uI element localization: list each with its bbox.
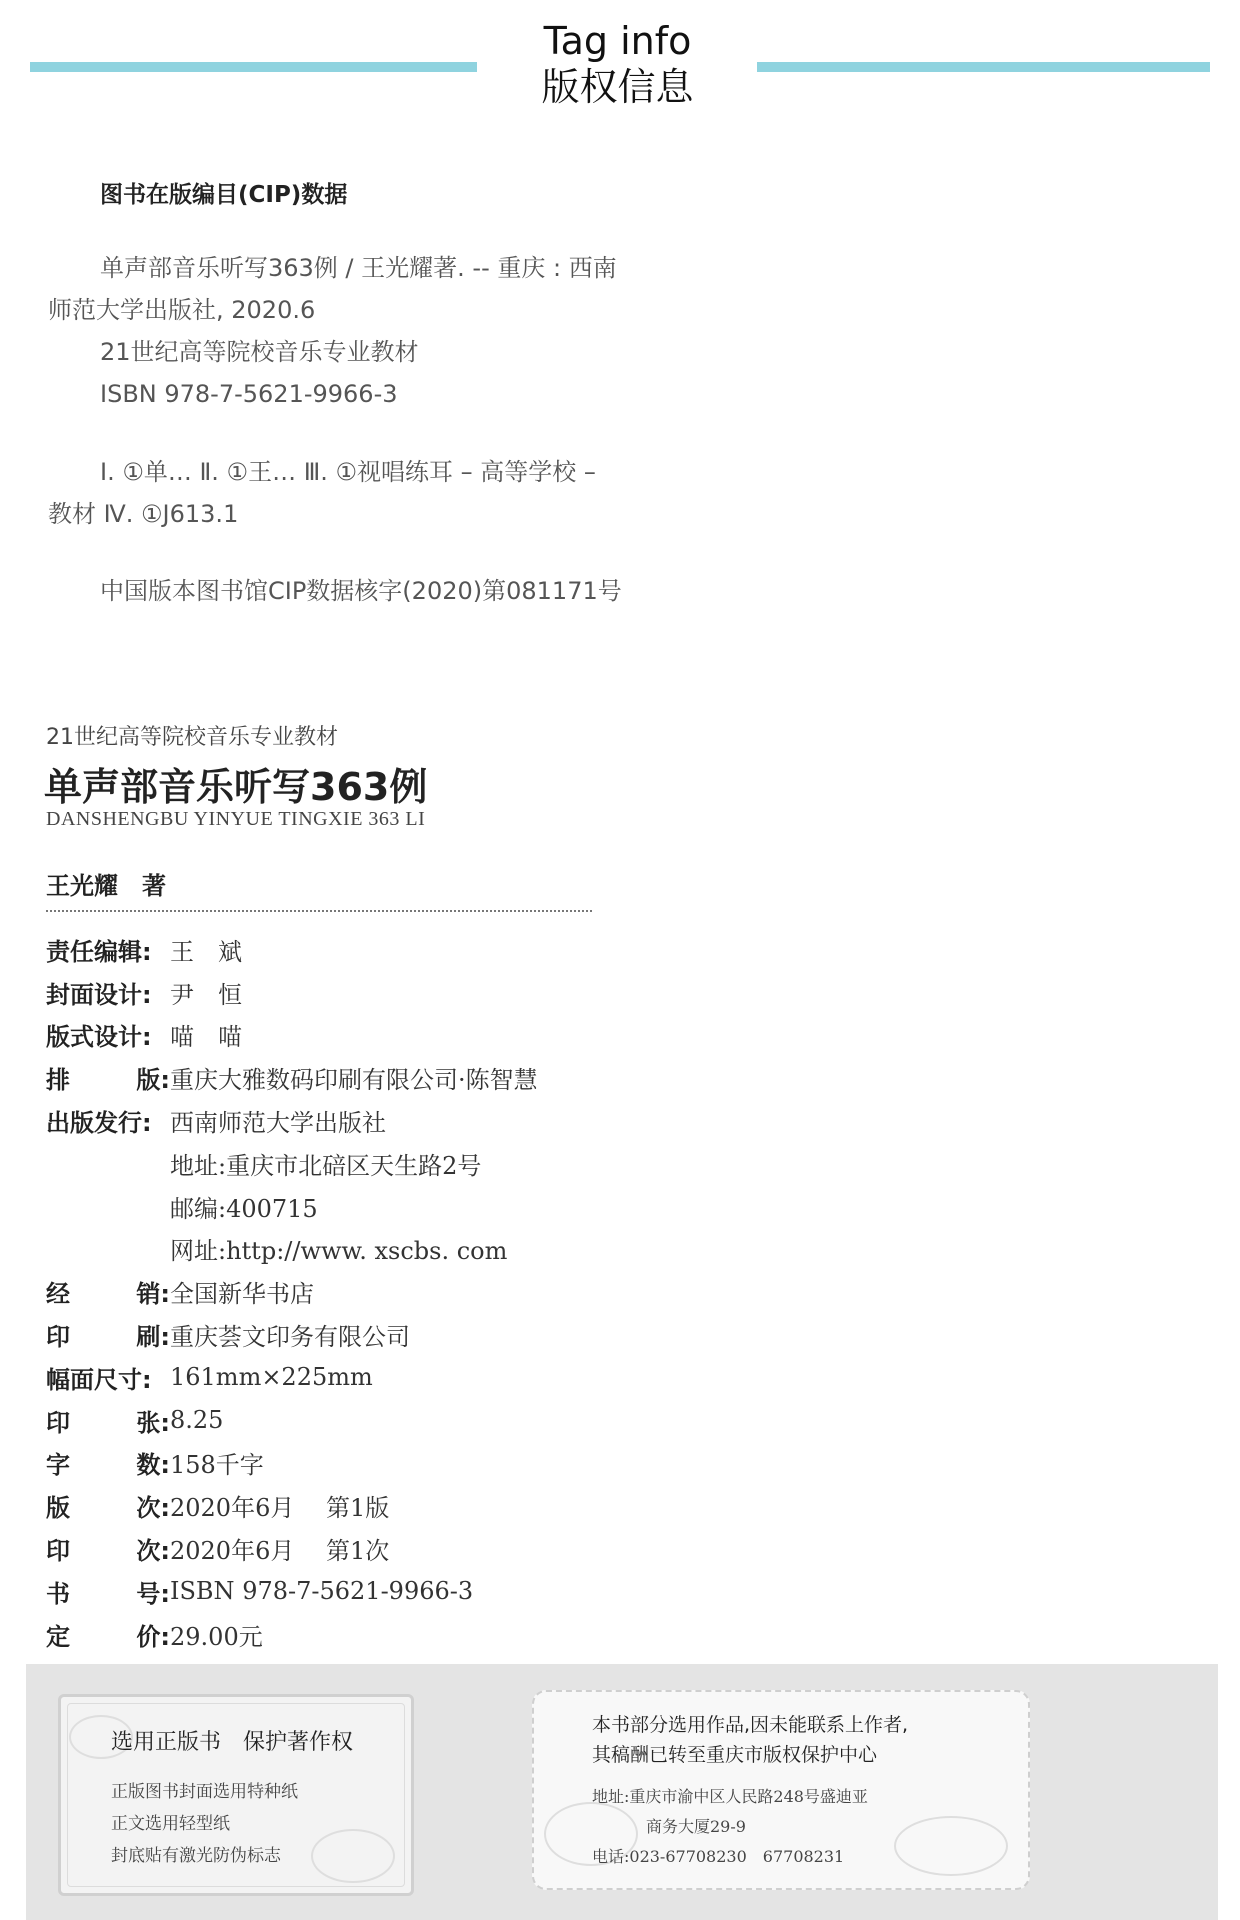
info-value: 王 斌: [170, 937, 242, 966]
info-value: ISBN 978-7-5621-9966-3: [170, 1577, 474, 1606]
info-label: 书 号:: [46, 1579, 170, 1608]
cip-line: ISBN 978-7-5621-9966-3: [100, 380, 398, 408]
info-value: 地址:重庆市北碚区天生路2号: [170, 1151, 482, 1180]
notice-right-address: 地址:重庆市渝中区人民路248号盛迪亚: [592, 1787, 868, 1806]
cip-line: 教材 Ⅳ. ①J613.1: [48, 500, 239, 528]
book-title-pinyin: DANSHENGBU YINYUE TINGXIE 363 LI: [46, 808, 426, 830]
info-row-distributor: [46, 1270, 746, 1313]
info-value: 161mm×225mm: [170, 1363, 373, 1392]
info-label: 印 次:: [46, 1537, 170, 1566]
notice-left-line: 封底贴有激光防伪标志: [111, 1846, 281, 1866]
cip-line: 单声部音乐听写363例 / 王光耀著. -- 重庆 : 西南: [100, 254, 617, 282]
info-value: 158千字: [170, 1451, 264, 1480]
header-divider-left: [30, 62, 477, 72]
info-row-publisher: [46, 1099, 746, 1142]
book-title: 单声部音乐听写363例: [44, 765, 428, 809]
info-row-cover: [46, 971, 746, 1014]
notice-right-address: 商务大厦29-9: [646, 1817, 746, 1836]
info-row-size: [46, 1356, 746, 1399]
info-value: 全国新华书店: [170, 1280, 314, 1309]
info-row-price: [46, 1613, 746, 1656]
info-label: 定 价:: [46, 1622, 170, 1651]
dotted-divider: [46, 910, 592, 912]
info-row-isbn: [46, 1570, 746, 1613]
header-title-en: Tag info: [543, 19, 692, 63]
info-row-printer: [46, 1313, 746, 1356]
series-name: 21世纪高等院校音乐专业教材: [46, 725, 338, 750]
header-divider-right: [757, 62, 1210, 72]
info-value: 29.00元: [170, 1622, 263, 1651]
notice-left-line: 正版图书封面选用特种纸: [111, 1782, 298, 1802]
info-value: 尹 恒: [170, 980, 242, 1009]
cip-line: 师范大学出版社, 2020.6: [48, 296, 316, 324]
cip-line: Ⅰ. ①单… Ⅱ. ①王… Ⅲ. ①视唱练耳 – 高等学校 –: [100, 458, 596, 486]
info-value: 邮编:400715: [170, 1194, 318, 1223]
cip-heading: 图书在版编目(CIP)数据: [100, 182, 348, 208]
info-label: 字 数:: [46, 1451, 170, 1480]
info-value: 8.25: [170, 1406, 224, 1435]
info-row-sheets: [46, 1399, 746, 1442]
cip-paragraph-3: [48, 570, 748, 612]
header-title: [480, 18, 755, 110]
notice-left-title: 选用正版书 保护著作权: [111, 1730, 354, 1755]
info-label: 经 销:: [46, 1280, 170, 1309]
info-label: 责任编辑:: [46, 937, 152, 966]
copyright-center-notice: [532, 1690, 1030, 1890]
info-row-address: [46, 1142, 746, 1185]
notice-right-line: 其稿酬已转至重庆市版权保护中心: [592, 1744, 878, 1766]
publication-info: [46, 928, 746, 1656]
info-row-website: [46, 1228, 746, 1271]
info-value: 2020年6月 第1次: [170, 1537, 390, 1566]
info-row-layout: [46, 1014, 746, 1057]
decorative-swirl: [311, 1829, 395, 1883]
notice-right-phone: 电话:023-67708230 67708231: [592, 1847, 845, 1866]
info-value: 2020年6月 第1版: [170, 1494, 390, 1523]
cip-line: 中国版本图书馆CIP数据核字(2020)第081171号: [100, 577, 622, 605]
decorative-swirl: [894, 1816, 1008, 1876]
info-value: 重庆大雅数码印刷有限公司·陈智慧: [170, 1066, 538, 1095]
info-value: 网址:http://www. xscbs. com: [170, 1237, 508, 1266]
info-label: 印 张:: [46, 1408, 170, 1437]
cip-paragraph-1: [48, 247, 748, 415]
book-author: 王光耀 著: [46, 872, 166, 900]
info-row-impression: [46, 1527, 746, 1570]
info-value: 重庆荟文印务有限公司: [170, 1323, 410, 1352]
info-label: 印 刷:: [46, 1323, 170, 1352]
info-value: 喵 喵: [170, 1023, 242, 1052]
info-label: 版 次:: [46, 1494, 170, 1523]
genuine-book-notice: [58, 1694, 414, 1896]
header-title-zh: 版权信息: [541, 65, 694, 109]
cip-line: 21世纪高等院校音乐专业教材: [100, 338, 419, 366]
cip-paragraph-2: [48, 451, 748, 535]
info-row-typeset: [46, 1056, 746, 1099]
notice-right-line: 本书部分选用作品,因未能联系上作者,: [592, 1714, 909, 1736]
info-value: 西南师范大学出版社: [170, 1109, 386, 1138]
info-row-words: [46, 1442, 746, 1485]
info-row-editor: [46, 928, 746, 971]
info-row-postcode: [46, 1185, 746, 1228]
info-label: 出版发行:: [46, 1109, 152, 1138]
info-label: 排 版:: [46, 1066, 170, 1095]
info-label: 封面设计:: [46, 980, 152, 1009]
info-label: 版式设计:: [46, 1023, 152, 1052]
info-label: 幅面尺寸:: [46, 1365, 152, 1394]
notice-left-line: 正文选用轻型纸: [111, 1814, 230, 1834]
info-row-edition: [46, 1484, 746, 1527]
